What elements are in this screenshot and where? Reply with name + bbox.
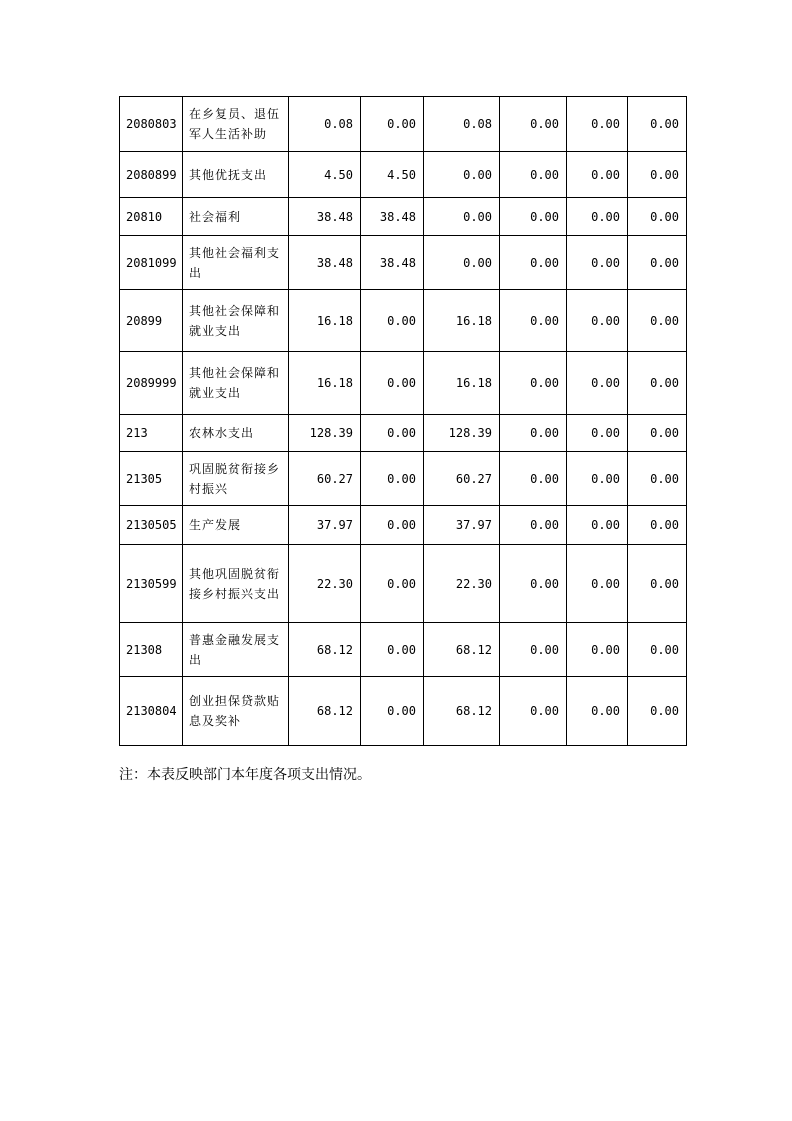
- value-cell: 22.30: [289, 545, 361, 623]
- subject-name: 普惠金融发展支出: [183, 623, 289, 677]
- subject-code: 2130804: [120, 677, 183, 746]
- value-cell: 0.00: [567, 97, 628, 152]
- value-cell: 0.00: [361, 97, 424, 152]
- value-cell: 60.27: [424, 452, 500, 506]
- value-cell: 16.18: [289, 290, 361, 352]
- value-cell: 0.00: [500, 677, 567, 746]
- value-cell: 68.12: [289, 623, 361, 677]
- subject-name: 其他优抚支出: [183, 152, 289, 198]
- subject-name: 生产发展: [183, 506, 289, 545]
- subject-code: 21308: [120, 623, 183, 677]
- value-cell: 0.00: [361, 415, 424, 452]
- value-cell: 0.00: [500, 415, 567, 452]
- subject-name: 其他社会保障和就业支出: [183, 290, 289, 352]
- value-cell: 0.00: [500, 198, 567, 236]
- subject-code: 2130505: [120, 506, 183, 545]
- subject-name: 农林水支出: [183, 415, 289, 452]
- subject-code: 2130599: [120, 545, 183, 623]
- value-cell: 0.00: [567, 545, 628, 623]
- value-cell: 0.00: [500, 97, 567, 152]
- subject-name: 其他社会保障和就业支出: [183, 352, 289, 415]
- value-cell: 38.48: [289, 198, 361, 236]
- value-cell: 0.00: [567, 352, 628, 415]
- value-cell: 38.48: [289, 236, 361, 290]
- value-cell: 0.00: [567, 506, 628, 545]
- value-cell: 16.18: [424, 352, 500, 415]
- value-cell: 0.00: [361, 352, 424, 415]
- value-cell: 0.00: [424, 236, 500, 290]
- value-cell: 0.00: [500, 352, 567, 415]
- value-cell: 60.27: [289, 452, 361, 506]
- value-cell: 0.00: [628, 152, 687, 198]
- value-cell: 0.00: [628, 352, 687, 415]
- expenditure-table: [119, 96, 687, 746]
- value-cell: 0.00: [361, 506, 424, 545]
- table-row: [120, 152, 687, 198]
- table-row: [120, 506, 687, 545]
- value-cell: 0.00: [628, 290, 687, 352]
- subject-code: 2080899: [120, 152, 183, 198]
- subject-name: 创业担保贷款贴息及奖补: [183, 677, 289, 746]
- subject-code: 21305: [120, 452, 183, 506]
- value-cell: 0.00: [361, 545, 424, 623]
- value-cell: 68.12: [289, 677, 361, 746]
- value-cell: 0.00: [500, 236, 567, 290]
- value-cell: 0.00: [628, 452, 687, 506]
- subject-name: 在乡复员、退伍军人生活补助: [183, 97, 289, 152]
- value-cell: 16.18: [424, 290, 500, 352]
- value-cell: 4.50: [361, 152, 424, 198]
- value-cell: 0.00: [567, 236, 628, 290]
- subject-name: 其他社会福利支出: [183, 236, 289, 290]
- value-cell: 0.00: [567, 152, 628, 198]
- subject-name: 巩固脱贫衔接乡村振兴: [183, 452, 289, 506]
- table-row: [120, 352, 687, 415]
- value-cell: 0.00: [361, 623, 424, 677]
- value-cell: 0.00: [567, 290, 628, 352]
- value-cell: 128.39: [424, 415, 500, 452]
- value-cell: 0.00: [567, 677, 628, 746]
- subject-code: 20810: [120, 198, 183, 236]
- value-cell: 0.00: [628, 415, 687, 452]
- value-cell: 0.00: [424, 198, 500, 236]
- table-row: [120, 677, 687, 746]
- value-cell: 0.00: [361, 677, 424, 746]
- value-cell: 0.00: [361, 290, 424, 352]
- table-footnote: 注：本表反映部门本年度各项支出情况。: [119, 767, 371, 783]
- value-cell: 0.08: [289, 97, 361, 152]
- value-cell: 37.97: [289, 506, 361, 545]
- value-cell: 0.00: [500, 623, 567, 677]
- subject-name: 社会福利: [183, 198, 289, 236]
- value-cell: 0.00: [500, 152, 567, 198]
- value-cell: 37.97: [424, 506, 500, 545]
- value-cell: 0.08: [424, 97, 500, 152]
- subject-code: 2089999: [120, 352, 183, 415]
- value-cell: 0.00: [628, 545, 687, 623]
- value-cell: 4.50: [289, 152, 361, 198]
- value-cell: 16.18: [289, 352, 361, 415]
- value-cell: 0.00: [500, 452, 567, 506]
- value-cell: 38.48: [361, 198, 424, 236]
- subject-name: 其他巩固脱贫衔接乡村振兴支出: [183, 545, 289, 623]
- table-row: [120, 290, 687, 352]
- subject-code: 20899: [120, 290, 183, 352]
- value-cell: 0.00: [567, 198, 628, 236]
- value-cell: 0.00: [361, 452, 424, 506]
- table-row: [120, 452, 687, 506]
- table-row: [120, 97, 687, 152]
- value-cell: 0.00: [567, 415, 628, 452]
- value-cell: 38.48: [361, 236, 424, 290]
- value-cell: 0.00: [500, 545, 567, 623]
- value-cell: 68.12: [424, 623, 500, 677]
- value-cell: 0.00: [500, 506, 567, 545]
- value-cell: 0.00: [424, 152, 500, 198]
- value-cell: 0.00: [628, 97, 687, 152]
- value-cell: 22.30: [424, 545, 500, 623]
- table-row: [120, 623, 687, 677]
- value-cell: 0.00: [628, 198, 687, 236]
- value-cell: 0.00: [628, 236, 687, 290]
- value-cell: 0.00: [628, 623, 687, 677]
- value-cell: 0.00: [567, 452, 628, 506]
- subject-code: 213: [120, 415, 183, 452]
- value-cell: 0.00: [500, 290, 567, 352]
- subject-code: 2081099: [120, 236, 183, 290]
- table-row: [120, 415, 687, 452]
- table-row: [120, 545, 687, 623]
- value-cell: 0.00: [567, 623, 628, 677]
- subject-code: 2080803: [120, 97, 183, 152]
- table-row: [120, 198, 687, 236]
- value-cell: 68.12: [424, 677, 500, 746]
- value-cell: 0.00: [628, 677, 687, 746]
- table-row: [120, 236, 687, 290]
- value-cell: 128.39: [289, 415, 361, 452]
- value-cell: 0.00: [628, 506, 687, 545]
